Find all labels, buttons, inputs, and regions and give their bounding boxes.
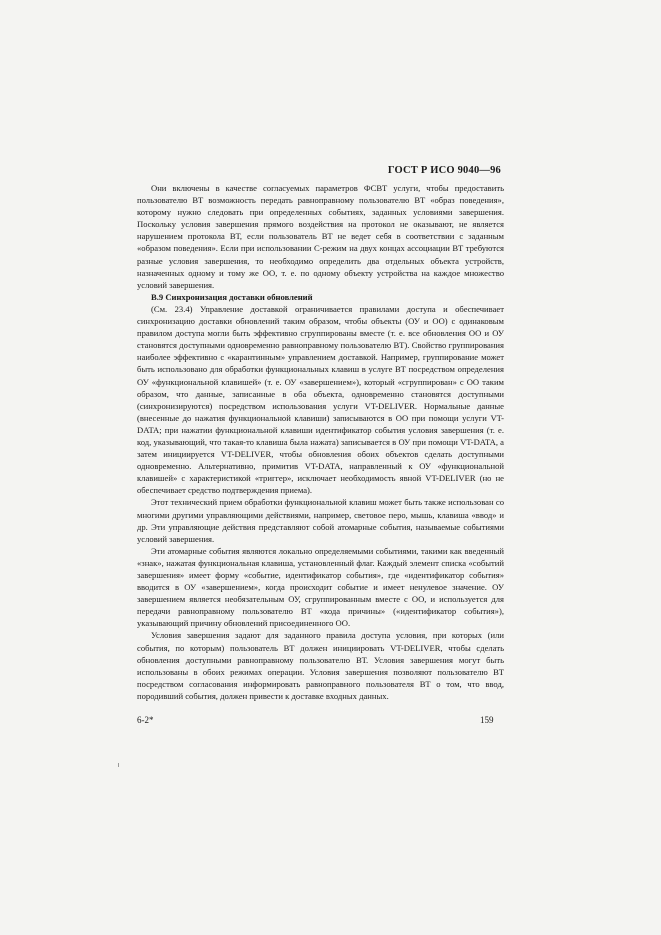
paragraph: Этот технический прием обработки функциональной клавиш может быть также использован со многими другими управляющими действиями, например, световое перо, мышь, клавиша «ввод» и др. Эти управляющие действия представляют собой атомарные события, называемые событиями условий завершения. <box>137 497 504 544</box>
paragraph: Эти атомарные события являются локально определяемыми событиями, такими как введенный «знак», нажатая функциональная клавиша, установленный флаг. Каждый элемент списка «событий завершения» имеет форму «событие, идентификатор события», где «идентификатор события» вводится в ОУ «завершением», когда происходит событие и имеет ненулевое значение. ОУ завершением является необязательным ОУ, сгруппированным вместе с ОО, и используется для передачи равноправному пользователю ВТ «кода причины» («идентификатор события»), указывающий причину обновлений присоединенного ОО. <box>137 545 504 629</box>
standard-header: ГОСТ Р ИСО 9040—96 <box>387 165 501 176</box>
paragraph: Они включены в качестве согласуемых параметров ФСВТ услуги, чтобы предоставить пользователю ВТ возможность передать равноправному пользователю ВТ «образ поведения», которому нужно следовать при определенных событиях, заданных условиями завершения. Поскольку условия завершения прямого воздействия на протокол не оказывают, не является нарушением протокола ВТ, если пользователь ВТ не ведет себя в соответствии с заданным «образом поведения». Если при использовании С-режим на двух концах ассоциации ВТ требуются разные условия завершения, то необходимо определить два отдельных объекта устройств, назначенных одному и тому же ОО, т. е. по одному объекту устройства на каждое множество условий завершения. <box>137 183 504 290</box>
body-text <box>137 182 504 702</box>
page-number: 159 <box>480 715 494 725</box>
paragraph: (См. 23.4) Управление доставкой ограничивается правилами доступа и обеспечивает синхронизацию доставки обновлений таким образом, чтобы объекты (ОУ и ОО) с одинаковым правилом доступа могли быть эффективно сгруппированы вместе (т. е. все обновления ОО и ОУ становятся доступными одновременно равноправному пользователю ВТ). Свойство группирования наиболее эффективно с «карантинным» управлением доставкой. Например, группирование может быть использовано для обработки функциональных клавиш в услуге ВТ посредством определения ОУ «функциональной клавишей» (т. е. ОУ «завершением»), который «сгруппирован» с ОО таким образом, что данные, записанные в оба объекта, одновременно становятся доступными (синхронизируются) посредством использования услуги VT-DELIVER. Нормальные данные (внесенные до нажатия функциональной клавиши) записываются в ОО при помощи услуги VT-DATA; при нажатии функциональной клавиши идентификатор события условия завершения (т. е. код, указывающий, что такая-то клавиша была нажата) записывается в ОУ при помощи VT-DATA, а затем инициируется VT-DELIVER, чтобы обновления обоих объектов сделать доступными одновременно. Альтернативно, примитив VT-DATA, направленный к ОУ «функциональной клавишей» с характеристикой «триггер», исключает необходимость явной VT-DELIVER (но не обеспечивает средство подтверждения приема). <box>137 303 504 496</box>
signature-mark: 6-2* <box>137 715 154 725</box>
paragraph: Условия завершения задают для заданного правила доступа условия, при которых (или события, по которым) пользователь ВТ должен инициировать VT-DELIVER, чтобы сделать обновления доступными равноправному пользователю ВТ. Условия завершения могут быть использованы в обоих режимах операции. Условия завершения позволяют пользователю ВТ посредством согласования информировать равноправного пользователя ВТ о том, что ввод, породивший события, должен привести к доставке входных данных. <box>137 630 504 701</box>
scan-speck <box>118 763 119 767</box>
section-heading: В.9 Синхронизация доставки обновлений <box>151 291 313 302</box>
